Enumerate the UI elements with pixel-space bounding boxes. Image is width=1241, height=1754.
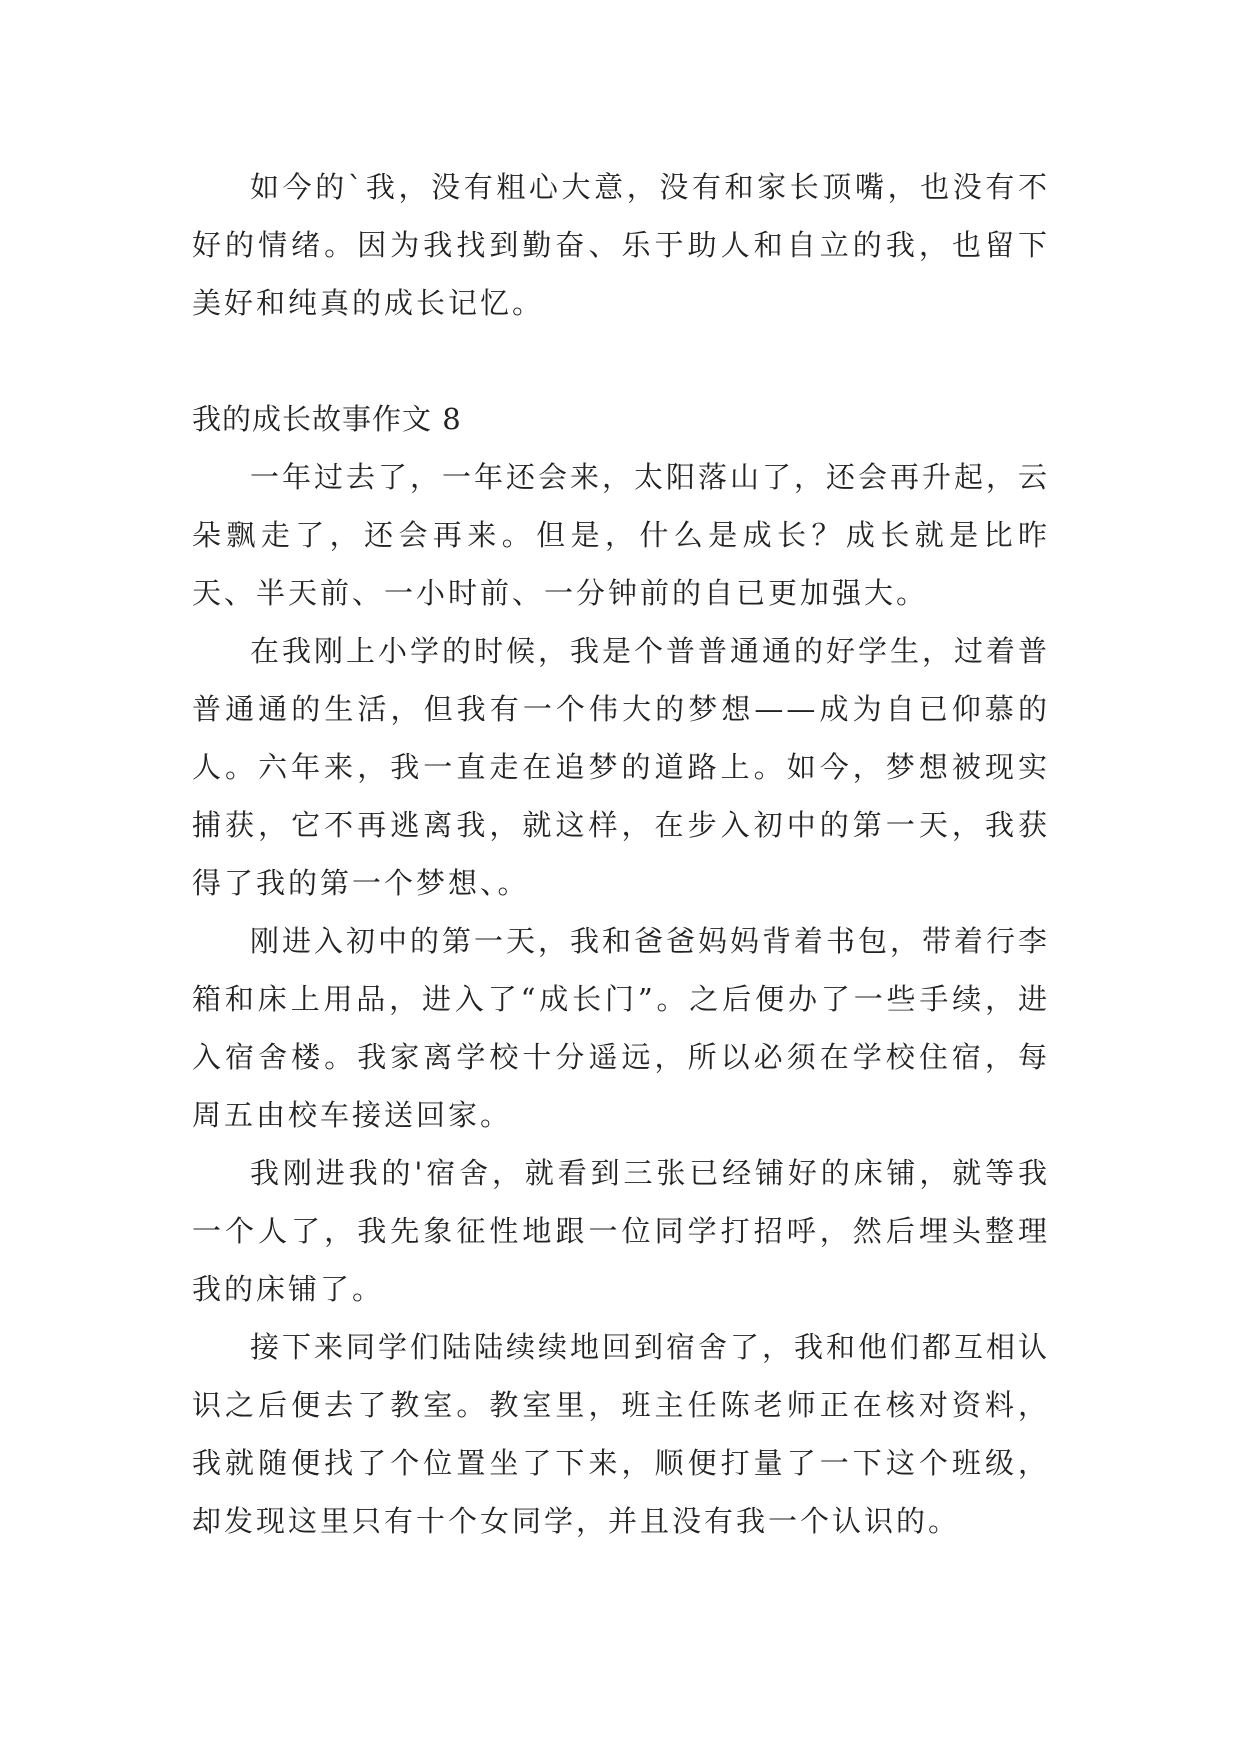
document-body (192, 158, 1050, 1550)
paragraph-1: 一年过去了，一年还会来，太阳落山了，还会再升起，云朵飘走了，还会再来。但是，什么是成长？成长就是比昨天、半天前、一小时前、一分钟前的自已更加强大。 (192, 460, 1051, 610)
intro-paragraph: 如今的`我，没有粗心大意，没有和家长顶嘴，也没有不好的情绪。因为我找到勤奋、乐于助人和自立的我，也留下美好和纯真的成长记忆。 (192, 170, 1050, 320)
paragraph-2: 在我刚上小学的时候，我是个普普通通的好学生，过着普普通通的生活，但我有一个伟大的梦想——成为自已仰慕的人。六年来，我一直走在追梦的道路上。如今，梦想被现实捕获，它不再逃离我，就这样，在步入初中的第一天，我获得了我的第一个梦想、。 (192, 634, 1051, 900)
paragraph-3: 刚进入初中的第一天，我和爸爸妈妈背着书包，带着行李箱和床上用品，进入了“成长门”。之后便办了一些手续，进入宿舍楼。我家离学校十分遥远，所以必须在学校住宿，每周五由校车接送回家。 (192, 924, 1051, 1132)
paragraph-5: 接下来同学们陆陆续续地回到宿舍了，我和他们都互相认识之后便去了教室。教室里，班主任陈老师正在核对资料，我就随便找了个位置坐了下来，顺便打量了一下这个班级，却发现这里只有十个女同学，并且没有我一个认识的。 (192, 1330, 1051, 1538)
paragraph-4: 我刚进我的'宿舍，就看到三张已经铺好的床铺，就等我一个人了，我先象征性地跟一位同学打招呼，然后埋头整理我的床铺了。 (192, 1156, 1050, 1306)
section-title: 我的成长故事作文 8 (192, 402, 462, 436)
